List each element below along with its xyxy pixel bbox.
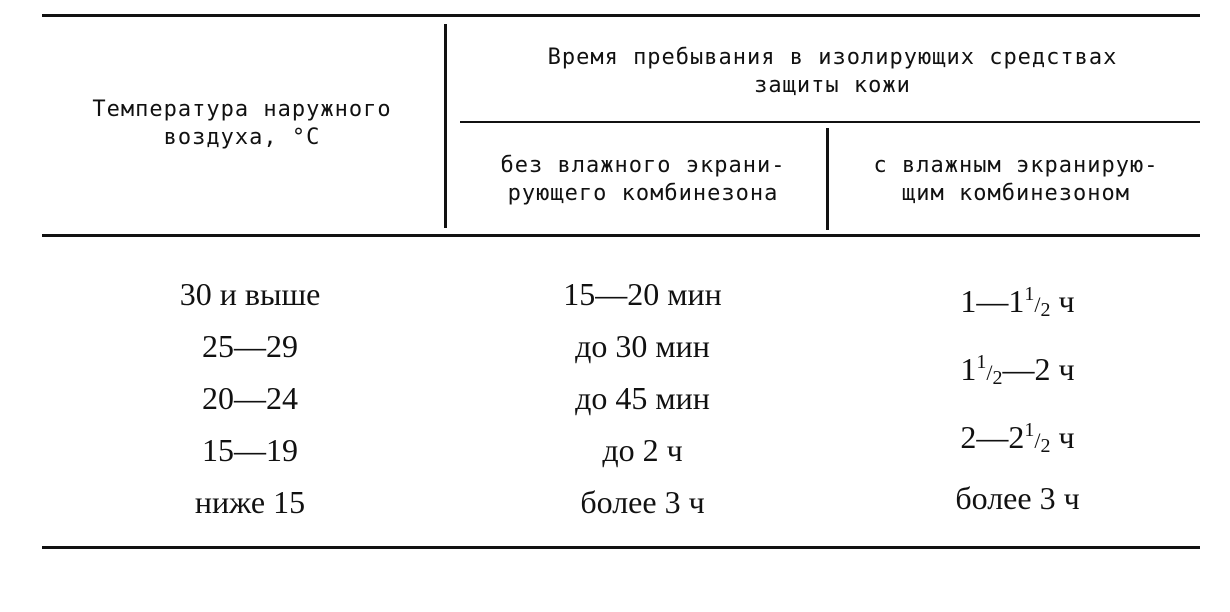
header-with-suit <box>832 152 1200 208</box>
table-row: 15—19 <box>202 432 298 468</box>
header-column-divider <box>444 24 447 228</box>
column-with-suit <box>835 268 1200 576</box>
header-bottom-rule <box>42 234 1200 237</box>
header-time-group-line2: защиты кожи <box>754 73 911 98</box>
cell-part: —2 ч <box>1002 351 1075 387</box>
fraction: $^1/_2$ <box>976 351 1003 389</box>
header-without-suit-line1: без влажного экрани- <box>500 153 786 178</box>
cell-part: 1—1 <box>960 283 1025 319</box>
header-without-suit-line2: рующего комбинезона <box>507 181 779 206</box>
column-temperature <box>80 268 420 528</box>
header-without-suit <box>462 152 824 208</box>
fraction: $^1/_2$ <box>1024 419 1051 457</box>
subheader-rule <box>460 121 1200 123</box>
cell-part: 1 <box>960 351 977 387</box>
table-row: до 2 ч <box>602 432 683 468</box>
header-time-group <box>465 44 1200 100</box>
header-temperature-line1: Температура наружного <box>92 97 392 122</box>
cell-part: ч <box>1050 419 1075 455</box>
table-row: более 3 ч <box>580 484 705 520</box>
subheader-column-divider <box>826 128 829 230</box>
header-with-suit-line2: щим комбинезоном <box>902 181 1130 206</box>
cell-part: ч <box>1050 283 1075 319</box>
header-temperature-line2: воздуха, °С <box>163 125 321 150</box>
table-row: 15—20 мин <box>563 276 722 312</box>
table-row <box>835 404 1200 472</box>
header-time-group-line1: Время пребывания в изолирующих средствах <box>547 45 1118 70</box>
cell-part: 2—2 <box>960 419 1025 455</box>
header-with-suit-line1: с влажным экранирую- <box>873 153 1159 178</box>
table-row <box>835 524 1200 576</box>
table-row: более 3 ч <box>955 480 1080 516</box>
column-without-suit <box>470 268 815 528</box>
table-row <box>835 336 1200 404</box>
fraction: $^1/_2$ <box>1024 283 1051 321</box>
table-row: до 30 мин <box>575 328 710 364</box>
table-row: 25—29 <box>202 328 298 364</box>
table-row: 20—24 <box>202 380 298 416</box>
table-row: ниже 15 <box>194 484 306 520</box>
table-row: до 45 мин <box>575 380 710 416</box>
table-row: 30 и выше <box>179 276 321 312</box>
table-row <box>835 268 1200 336</box>
table-top-rule <box>42 14 1200 17</box>
header-temperature <box>42 96 442 152</box>
